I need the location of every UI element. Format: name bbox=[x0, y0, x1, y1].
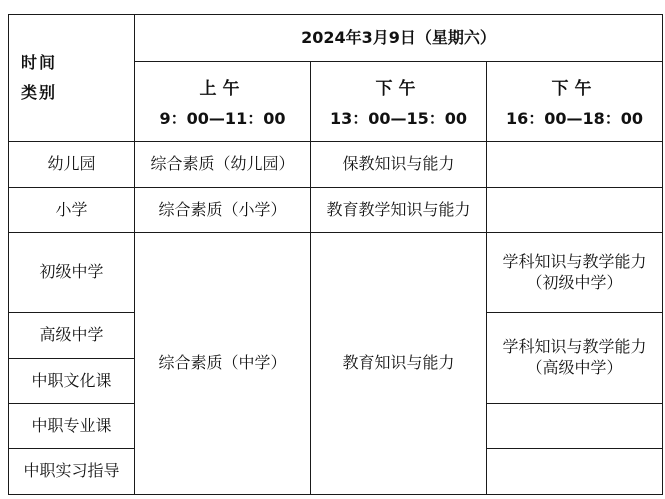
category-junior-middle: 初级中学 bbox=[9, 233, 135, 313]
session-label: 上午 bbox=[199, 78, 246, 99]
session-morning bbox=[135, 62, 311, 142]
exam-date: 2024年3月9日（星期六） bbox=[135, 15, 663, 62]
category-kindergarten: 幼儿园 bbox=[9, 142, 135, 188]
exam-schedule-table bbox=[8, 14, 663, 495]
cell-primary-eve bbox=[487, 188, 663, 233]
cell-kindergarten-am: 综合素质（幼儿园） bbox=[135, 142, 311, 188]
category-vocational-culture: 中职文化课 bbox=[9, 359, 135, 404]
session-time: 13：00—15：00 bbox=[329, 108, 468, 128]
category-vocational-specialty: 中职专业课 bbox=[9, 404, 135, 449]
cell-kindergarten-eve bbox=[487, 142, 663, 188]
session-afternoon-1 bbox=[311, 62, 487, 142]
subject-title: 学科知识与教学能力 bbox=[502, 337, 647, 357]
cell-primary-pm: 教育教学知识与能力 bbox=[311, 188, 487, 233]
cell-primary-am: 综合素质（小学） bbox=[135, 188, 311, 233]
table-row bbox=[9, 142, 663, 188]
category-primary: 小学 bbox=[9, 188, 135, 233]
table-row bbox=[9, 233, 663, 313]
cell-senior-eve bbox=[487, 313, 663, 404]
cell-middle-am: 综合素质（中学） bbox=[135, 233, 311, 495]
session-afternoon-2 bbox=[487, 62, 663, 142]
subject-level: （初级中学） bbox=[526, 272, 623, 292]
subject-level: （高级中学） bbox=[526, 358, 623, 377]
session-label: 下午 bbox=[375, 78, 422, 99]
corner-label-time: 时间 bbox=[21, 53, 58, 72]
header-row-date bbox=[9, 15, 663, 62]
session-time: 16：00—18：00 bbox=[505, 108, 644, 128]
subject-title: 学科知识与教学能力 bbox=[502, 251, 647, 271]
category-senior-middle: 高级中学 bbox=[9, 313, 135, 359]
corner-label-category: 类别 bbox=[21, 83, 58, 102]
cell-vocational-specialty-eve bbox=[487, 404, 663, 449]
session-time: 9：00—11：00 bbox=[159, 108, 286, 128]
corner-header-cell bbox=[9, 15, 135, 142]
cell-vocational-practice-eve bbox=[487, 449, 663, 495]
cell-junior-eve bbox=[487, 233, 663, 313]
session-label: 下午 bbox=[551, 78, 598, 99]
category-vocational-practice: 中职实习指导 bbox=[9, 449, 135, 495]
cell-kindergarten-pm: 保教知识与能力 bbox=[311, 142, 487, 188]
cell-middle-pm: 教育知识与能力 bbox=[311, 233, 487, 495]
table-row bbox=[9, 188, 663, 233]
